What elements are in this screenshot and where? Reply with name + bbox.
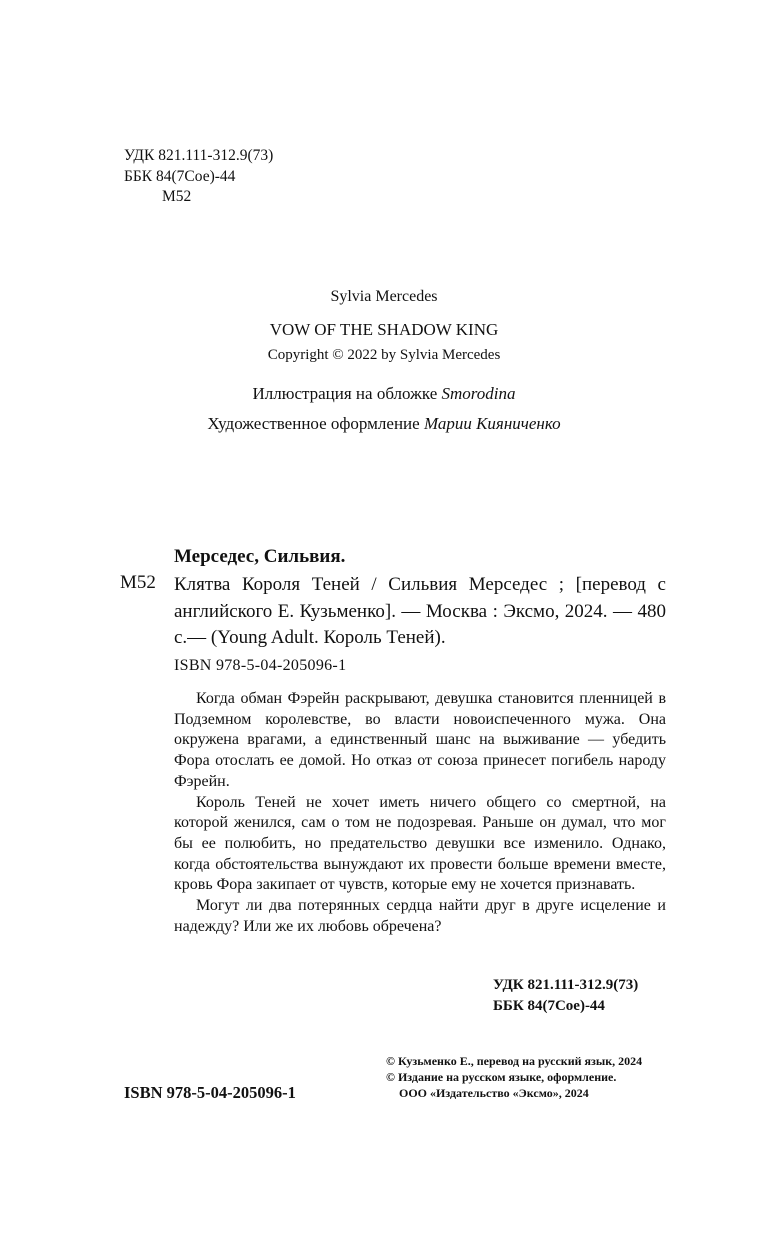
original-title: VOW OF THE SHADOW KING xyxy=(269,320,499,339)
bibliographic-author: Мерседес, Сильвия. xyxy=(174,546,346,567)
russian-copyrights xyxy=(386,1053,642,1101)
annotation-paragraph: Могут ли два потерянных сердца найти друг в друге исцеление и надежду? Или же их любовь обречена? xyxy=(174,897,666,935)
bbk-code-bottom: ББК 84(7Сое)-44 xyxy=(493,997,605,1014)
design-label: Художественное оформление xyxy=(207,414,420,433)
original-author: Sylvia Mercedes xyxy=(330,288,438,305)
annotation xyxy=(174,689,666,937)
edition-copyright: © Издание на русском языке, оформление. xyxy=(386,1070,617,1084)
original-copyright: Copyright © 2022 by Sylvia Mercedes xyxy=(267,347,501,363)
bibliographic-description: Клятва Короля Теней / Сильвия Мерседес ; [перевод с английского Е. Кузьменко]. — Москва : Эксмо, 2024. — 480 с.— (Young Adult. Король Теней). xyxy=(174,574,666,648)
udk-code: УДК 821.111-312.9(73) xyxy=(124,147,274,164)
bibliographic-code: М52 xyxy=(120,572,156,593)
isbn-inline: ISBN 978-5-04-205096-1 xyxy=(174,657,347,674)
annotation-paragraph: Когда обман Фэрейн раскрывают, девушка становится пленницей в Подземном королевстве, во власти новоиспеченного мужа. Она окружена врагами, а единственный шанс на выживание — убедить Фора отослать ее домой. Но отказ от союза принесет погибель народу Фэрейн. xyxy=(174,690,666,790)
translation-copyright: © Кузьменко Е., перевод на русский язык, 2024 xyxy=(386,1054,643,1068)
designer-name: Марии Кияниченко xyxy=(423,414,561,433)
udk-code-bottom: УДК 821.111-312.9(73) xyxy=(493,977,639,993)
design-credit xyxy=(0,414,768,434)
illustration-credit xyxy=(0,384,768,404)
illustrator-name: Smorodina xyxy=(441,384,516,403)
annotation-paragraph: Король Теней не хочет иметь ничего общего со смертной, на которой женился, сам о том не подозревая. Раньше он думал, что мог бы ее полюбить, но предательство девушки все изменило. Однако, когда обстоятельства вынуждают их провести больше времени вместе, кровь Фора закипает от чувств, которые ему не хочется признавать. xyxy=(174,793,666,894)
classification-block-top xyxy=(124,146,273,208)
illustration-label: Иллюстрация на обложке xyxy=(252,384,438,403)
bbk-code: ББК 84(7Сое)-44 xyxy=(124,167,236,185)
classification-block-bottom xyxy=(493,975,638,1016)
author-mark: М52 xyxy=(162,188,192,205)
isbn-bottom: ISBN 978-5-04-205096-1 xyxy=(124,1083,296,1102)
publisher-copyright: ООО «Издательство «Эксмо», 2024 xyxy=(399,1086,589,1100)
